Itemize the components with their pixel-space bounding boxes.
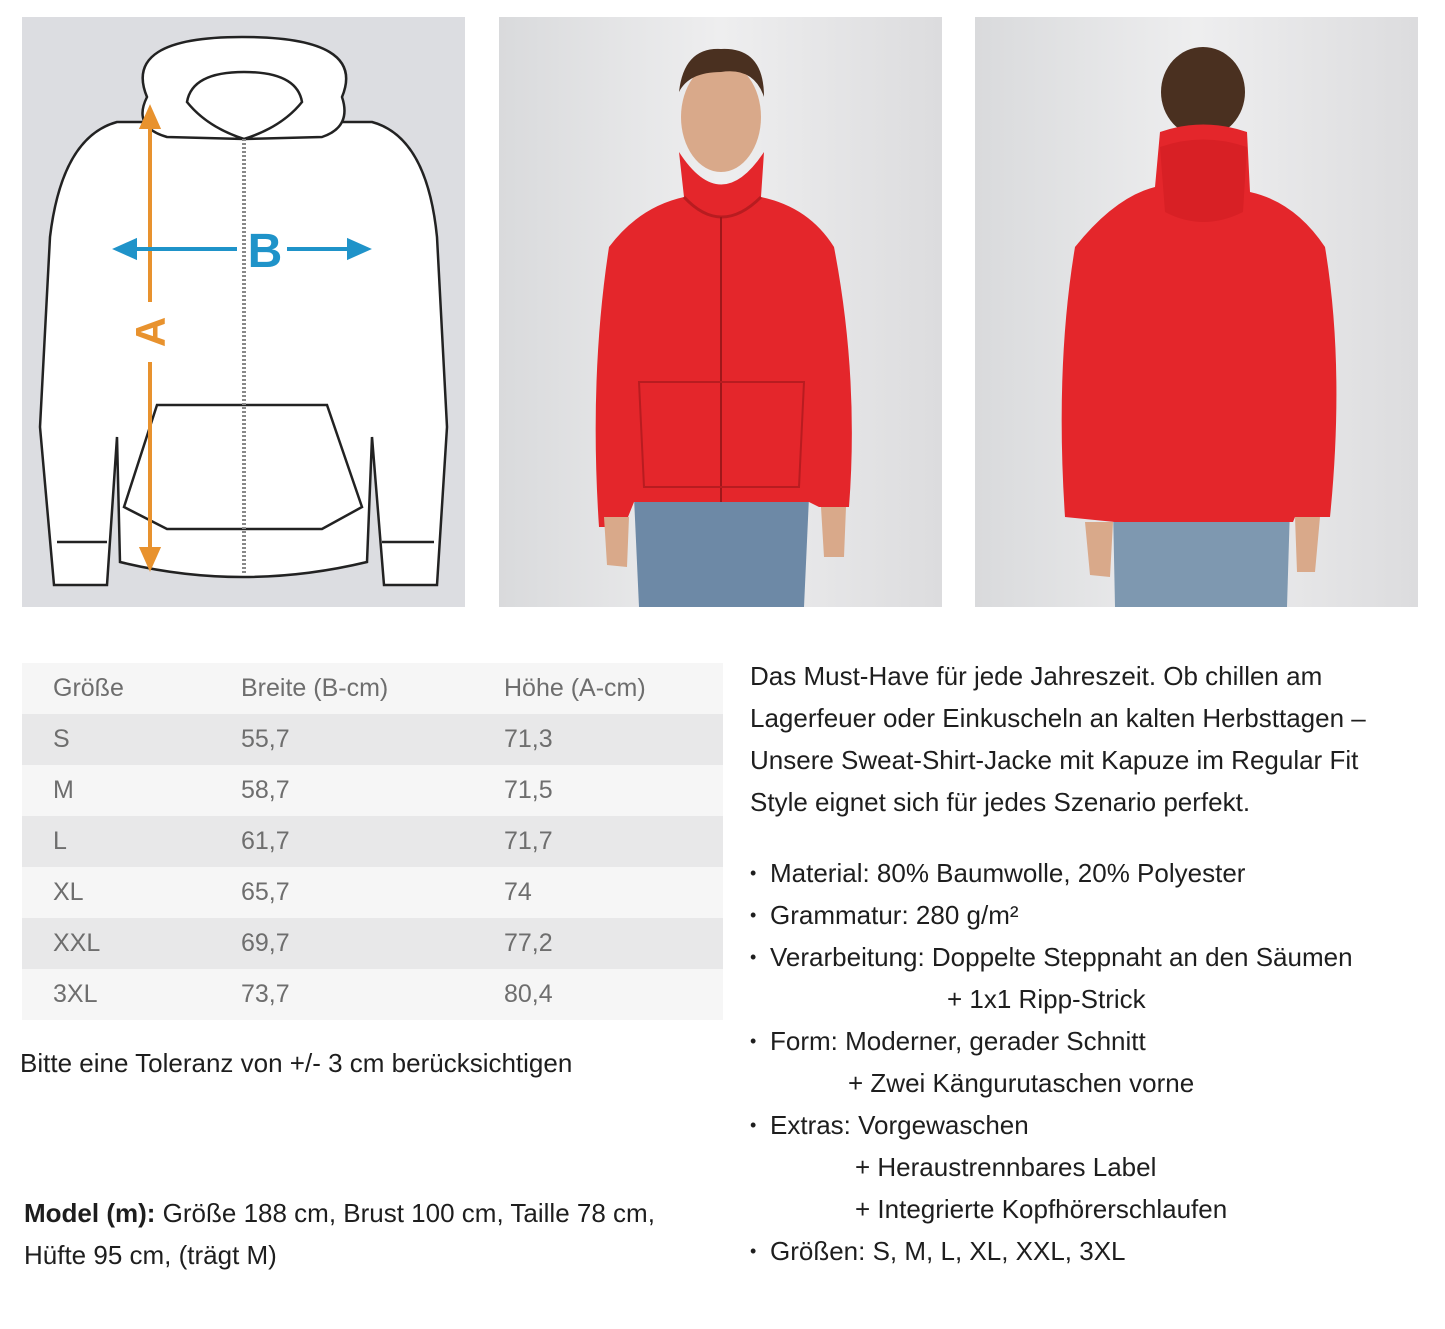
list-item: • Material: 80% Baumwolle, 20% Polyester — [750, 852, 1353, 894]
model-text: Größe 188 cm, Brust 100 cm, Taille 78 cm, Hüfte 95 cm, (trägt M) — [24, 1198, 655, 1270]
back-model-photo — [975, 17, 1418, 607]
column-header-size: Größe — [53, 674, 124, 702]
list-item: • Größen: S, M, L, XL, XXL, 3XL — [750, 1230, 1353, 1272]
list-item: + Zwei Kängurutaschen vorne — [848, 1068, 1195, 1098]
size-cell: XXL — [53, 929, 101, 957]
size-cell: XL — [53, 878, 84, 906]
size-cell: 3XL — [53, 980, 98, 1008]
table-row — [22, 816, 723, 867]
size-cell: L — [53, 827, 67, 855]
width-cell: 65,7 — [241, 878, 290, 906]
size-cell: S — [53, 725, 70, 753]
height-cell: 71,3 — [504, 725, 553, 753]
model-label: Model (m): — [24, 1198, 156, 1228]
tolerance-note: Bitte eine Toleranz von +/- 3 cm berücksichtigen — [20, 1048, 573, 1078]
product-description: Das Must-Have für jede Jahreszeit. Ob chillen am Lagerfeuer oder Einkuscheln an kalten Herbsttagen – Unsere Sweat-Shirt-Jacke mit Kapuze im Regular Fit Style eignet sich für jedes Szenario perfekt. — [750, 661, 1366, 817]
list-item: • Verarbeitung: Doppelte Steppnaht an den Säumen — [750, 936, 1353, 978]
table-row — [22, 714, 723, 765]
table-row — [22, 867, 723, 918]
table-header-row — [22, 663, 723, 714]
height-cell: 71,7 — [504, 827, 553, 855]
height-cell: 71,5 — [504, 776, 553, 804]
list-item: + 1x1 Ripp-Strick — [947, 984, 1146, 1014]
list-item: + Heraustrennbares Label — [855, 1152, 1157, 1182]
table-row — [22, 969, 723, 1020]
size-table — [22, 663, 723, 1020]
column-header-width: Breite (B-cm) — [241, 674, 389, 702]
list-item: • Form: Moderner, gerader Schnitt — [750, 1020, 1353, 1062]
list-item: • Grammatur: 280 g/m² — [750, 894, 1353, 936]
size-cell: M — [53, 776, 74, 804]
front-model-photo — [499, 17, 942, 607]
width-cell: 69,7 — [241, 929, 290, 957]
table-row — [22, 765, 723, 816]
size-diagram-image — [22, 17, 465, 607]
column-header-height: Höhe (A-cm) — [504, 674, 646, 702]
width-cell: 58,7 — [241, 776, 290, 804]
list-item: + Integrierte Kopfhörerschlaufen — [855, 1194, 1228, 1224]
width-cell: 61,7 — [241, 827, 290, 855]
table-row — [22, 918, 723, 969]
height-cell: 80,4 — [504, 980, 553, 1008]
feature-list — [750, 852, 1353, 1272]
diagram-label-a: A — [127, 316, 174, 348]
height-cell: 74 — [504, 878, 532, 906]
model-info — [24, 1192, 724, 1276]
list-item: • Extras: Vorgewaschen — [750, 1104, 1353, 1146]
diagram-label-b: B — [247, 225, 283, 278]
height-cell: 77,2 — [504, 929, 553, 957]
width-cell: 73,7 — [241, 980, 290, 1008]
width-cell: 55,7 — [241, 725, 290, 753]
